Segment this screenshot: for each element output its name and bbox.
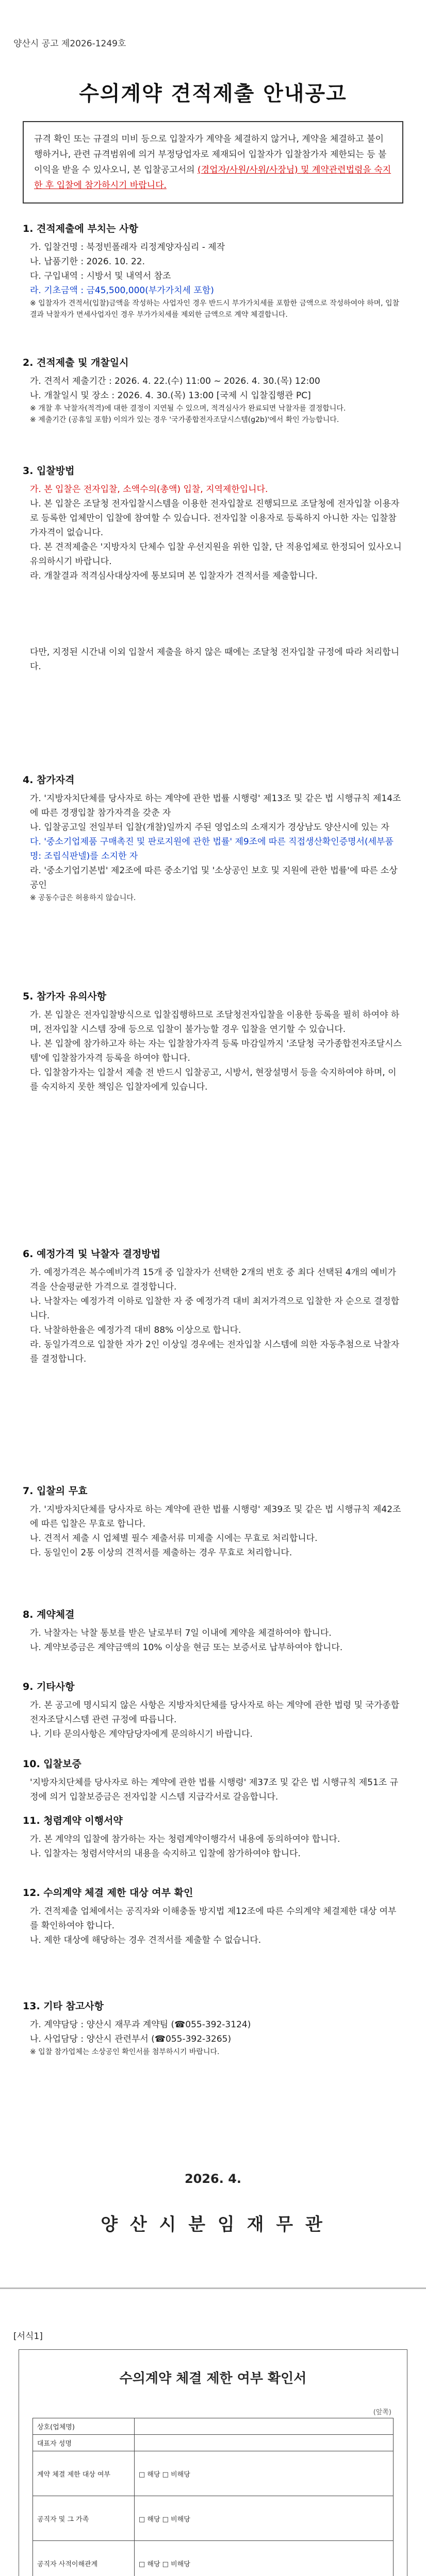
section-note: ※ 개찰 후 낙찰자(적격)에 대한 결정이 지연될 수 있으며, 적격심사가 완료되면 낙찰자를 결정합니다.	[30, 404, 346, 413]
section-line: 가. 계약담당 : 양산시 재무과 계약팀 (☎055-392-3124)	[30, 2020, 251, 2030]
section-5	[23, 989, 403, 1094]
section-title: 13. 기타 참고사항	[23, 2001, 104, 2012]
section-line: 가. 본 계약의 입찰에 참가하는 자는 청렴계약이행각서 내용에 동의하여야 합니다.	[30, 1834, 340, 1844]
section-line: 나. 본 입찰에 참가하고자 하는 자는 입찰참가자격 등록 마감일까지 '조달청 국가종합전자조달시스템'에 입찰참가자격 등록을 하여야 합니다.	[30, 1039, 402, 1063]
section-title: 3. 입찰방법	[23, 465, 75, 477]
section-divider	[0, 2287, 426, 2289]
section-title: 7. 입찰의 무효	[23, 1485, 88, 1497]
form-title: 수의계약 체결 제한 여부 확인서	[119, 2371, 307, 2386]
footer-date: 2026. 4.	[184, 2172, 242, 2186]
section-line: 가. 낙찰자는 낙찰 통보를 받은 날로부터 7일 이내에 계약을 체결하여야 합니다.	[30, 1628, 332, 1638]
section-12	[23, 1886, 403, 1947]
section-title: 1. 견적제출에 부치는 사항	[23, 223, 138, 234]
section-9	[23, 1680, 403, 1741]
section-line: 가. 견적제출 업체에서는 공직자와 이해충돌 방지법 제12조에 따른 수의계약 체결제한 대상 여부를 확인하여야 합니다.	[30, 1906, 397, 1931]
section-line: 나. 계약보증금은 계약금액의 10% 이상을 현금 또는 보증서로 납부하여야 합니다.	[30, 1642, 343, 1653]
section-4	[23, 773, 403, 904]
section-7	[23, 1484, 403, 1560]
row-value[interactable]: □ 해당 □ 비해당	[135, 2451, 394, 2496]
intro-box	[23, 121, 403, 204]
section-note: ※ 입찰자가 견적서(입찰)금액을 작성하는 사업자인 경우 반드시 부가가치세를 포함한 금액으로 작성하여야 하며, 입찰결과 낙찰자가 면세사업자인 경우 부가가치세를 제외한 금액으로 계약 체결합니다.	[30, 299, 400, 319]
section-13	[23, 1999, 403, 2058]
section-line: 나. 납품기한 : 2026. 10. 22.	[30, 257, 145, 267]
section-line: 나. 기타 문의사항은 계약담당자에게 문의하시기 바랍니다.	[30, 1729, 253, 1739]
section-10	[23, 1757, 403, 1804]
section-line: 나. 제한 대상에 해당하는 경우 견적서를 제출할 수 없습니다.	[30, 1935, 261, 1945]
section-line: 나. 낙찰자는 예정가격 이하로 입찰한 자 중 예정가격 대비 최저가격으로 입찰한 자 순으로 결정합니다.	[30, 1296, 400, 1321]
attachment-form	[19, 2349, 407, 2576]
section-line: 나. 사업담당 : 양산시 관련부서 (☎055-392-3265)	[30, 2034, 232, 2044]
section-line: 나. 본 입찰은 조달청 전자입찰시스템을 이용한 전자입찰로 진행되므로 조달청에 전자입찰 이용자로 등록한 업체만이 입찰에 참여할 수 있습니다. 전자입찰 이용자로 등록하지 아니한 자는 입찰참가자격이 없습니다.	[30, 499, 400, 538]
section-line: 나. 견적서 제출 시 업체별 필수 제출서류 미제출 시에는 무효로 처리합니다.	[30, 1533, 318, 1544]
section-line: 다. '중소기업제품 구매촉진 및 판로지원에 관한 법률' 제9조에 따른 직접생산확인증명서(세부품명: 조립식판넬)를 소지한 자	[30, 837, 394, 861]
section-title: 2. 견적제출 및 개찰일시	[23, 357, 129, 368]
table-row	[33, 2496, 394, 2541]
section-line: 라. '중소기업기본법' 제2조에 따른 중소기업 및 '소상공인 보호 및 지원에 관한 법률'에 따른 소상공인	[30, 866, 398, 890]
section-line: 다. 본 견적제출은 '지방자치 단체수 입찰 우선지원을 위한 입찰, 단 적용업체로 한정되어 있사오니 유의하시기 바랍니다.	[30, 542, 402, 567]
row-value[interactable]: □ 해당 □ 비해당	[135, 2496, 394, 2541]
section-note: ※ 제출기간 (공휴일 포함) 이의가 있는 경우 '국가종합전자조달시스템(g2b)'에서 확인 가능합니다.	[30, 416, 339, 424]
section-title: 5. 참가자 유의사항	[23, 991, 107, 1002]
section-line: 다. 구입내역 : 시방서 및 내역서 참조	[30, 271, 171, 281]
section-line: 라. 개찰결과 적격심사대상자에 통보되며 본 입찰자가 견적서를 제출합니다.	[30, 571, 318, 581]
section-title: 9. 기타사항	[23, 1681, 75, 1692]
section-2	[23, 355, 403, 426]
form-table	[32, 2418, 394, 2576]
section-3	[23, 464, 403, 674]
table-row	[33, 2418, 394, 2435]
section-line: 가. '지방자치단체를 당사자로 하는 계약에 관한 법률 시행령' 제13조 및 같은 법 시행규칙 제14조에 따른 경쟁입찰 참가자격을 갖춘 자	[30, 793, 401, 818]
section-line: 나. 입찰자는 청렴서약서의 내용을 숙지하고 입찰에 참가하여야 합니다.	[30, 1849, 301, 1859]
section-note: ※ 공동수급은 허용하지 않습니다.	[30, 894, 136, 902]
section-title: 12. 수의계약 체결 제한 대상 여부 확인	[23, 1887, 193, 1899]
section-title: 10. 입찰보증	[23, 1758, 81, 1770]
section-line: 라. 기초금액 : 금45,500,000(부가가치세 포함)	[30, 285, 214, 296]
table-row	[33, 2541, 394, 2576]
section-title: 4. 참가자격	[23, 774, 75, 786]
row-value[interactable]	[135, 2435, 394, 2451]
page-title: 수의계약 견적제출 안내공고	[79, 82, 347, 106]
notice-number: 양산시 공고 제2026-1249호	[13, 39, 126, 49]
section-line: 나. 개찰일시 및 장소 : 2026. 4. 30.(목) 13:00 [국제 시 입찰집행관 PC]	[30, 391, 311, 401]
section-line: 다. 낙찰하한율은 예정가격 대비 88% 이상으로 합니다.	[30, 1325, 241, 1335]
section-line: 다. 동일인이 2통 이상의 견적서를 제출하는 경우 무효로 처리합니다.	[30, 1548, 292, 1558]
intro-text: 규격 확인 또는 규결의 미비 등으로 입찰자가 계약을 체결하지 않거나, 계약을 체결하고 불이행하거나, 관련 규격범위에 의거 부정당업자로 제재되어 입찰자가 입찰참가자 제한되는 등 불이익을 받을 수 있사오니, 본 입찰공고서의	[34, 134, 387, 175]
section-line: 가. 견적서 제출기간 : 2026. 4. 22.(수) 11:00 ~ 2026. 4. 30.(목) 12:00	[30, 376, 320, 386]
section-11	[23, 1814, 403, 1861]
row-label: 공직자 및 그 가족	[33, 2496, 135, 2541]
intro-red-text: (경업자/사원/사위/사장님) 및 계약관련법령을 숙지한 후 입찰에 참가하시기 바랍니다.	[34, 165, 391, 191]
section-line: 가. 예정가격은 복수예비가격 15개 중 입찰자가 선택한 2개의 번호 중 최다 선택된 4개의 예비가격을 산술평균한 가격으로 결정합니다.	[30, 1267, 397, 1292]
section-title: 11. 청렴계약 이행서약	[23, 1815, 123, 1826]
section-8	[23, 1607, 403, 1655]
section-line: 가. 본 입찰은 전자입찰방식으로 입찰집행하므로 조달청전자입찰을 이용한 등록을 필히 하여야 하며, 전자입찰 시스템 장애 등으로 입찰이 불가능할 경우 입찰을 연기할 수 있습니다.	[30, 1010, 400, 1035]
row-value[interactable]	[135, 2418, 394, 2435]
section-line: 가. 본 입찰은 전자입찰, 소액수의(총액) 입찰, 지역제한입니다.	[30, 484, 268, 495]
table-row	[33, 2435, 394, 2451]
attachment-tag: [서식1]	[13, 2331, 43, 2342]
row-label: 계약 체결 제한 대상 여부	[33, 2451, 135, 2496]
section-line: 가. 본 공고에 명시되지 않은 사항은 지방자치단체를 당사자로 하는 계약에 관한 법령 및 국가종합전자조달시스템 관련 규정에 따릅니다.	[30, 1700, 400, 1725]
section-title: 6. 예정가격 및 낙찰자 결정방법	[23, 1248, 161, 1260]
section-line: 라. 동일가격으로 입찰한 자가 2인 이상일 경우에는 전자입찰 시스템에 의한 자동추첨으로 낙찰자를 결정합니다.	[30, 1340, 400, 1364]
section-line: 다만, 지정된 시간내 이외 입찰서 제출을 하지 않은 때에는 조달청 전자입찰 규정에 따라 처리합니다.	[30, 647, 400, 672]
row-value[interactable]: □ 해당 □ 비해당	[135, 2541, 394, 2576]
section-line: '지방자치단체를 당사자로 하는 계약에 관한 법률 시행령' 제37조 및 같은 법 시행규칙 제51조 규정에 의거 입찰보증금은 전자입찰 시스템 지급각서로 갈음합니다.	[30, 1777, 399, 1802]
footer-org: 양 산 시 분 임 재 무 관	[101, 2214, 325, 2235]
section-6	[23, 1247, 403, 1366]
table-row	[33, 2451, 394, 2496]
row-label: 대표자 성명	[33, 2435, 135, 2451]
section-note: ※ 입찰 참가업체는 소상공인 확인서를 첨부하시기 바랍니다.	[30, 2048, 220, 2056]
section-title: 8. 계약체결	[23, 1609, 75, 1620]
section-line: 가. '지방자치단체를 당사자로 하는 계약에 관한 법률 시행령' 제39조 및 같은 법 시행규칙 제42조에 따른 입찰은 무효로 합니다.	[30, 1504, 401, 1529]
row-label: 공직자 사적이해관계	[33, 2541, 135, 2576]
form-sub-label: (앞쪽)	[373, 2409, 391, 2416]
section-line: 나. 입찰공고일 전일부터 입찰(개찰)일까지 주된 영업소의 소재지가 경상남도 양산시에 있는 자	[30, 822, 389, 833]
row-label: 상호(업체명)	[33, 2418, 135, 2435]
section-1	[23, 222, 403, 320]
section-line: 다. 입찰참가자는 입찰서 제출 전 반드시 입찰공고, 시방서, 현장설명서 등을 숙지하여야 하며, 이를 숙지하지 못한 책임은 입찰자에게 있습니다.	[30, 1067, 397, 1092]
section-line: 가. 입찰건명 : 북정빈폴래자 리정계양자심리 - 제작	[30, 242, 225, 252]
